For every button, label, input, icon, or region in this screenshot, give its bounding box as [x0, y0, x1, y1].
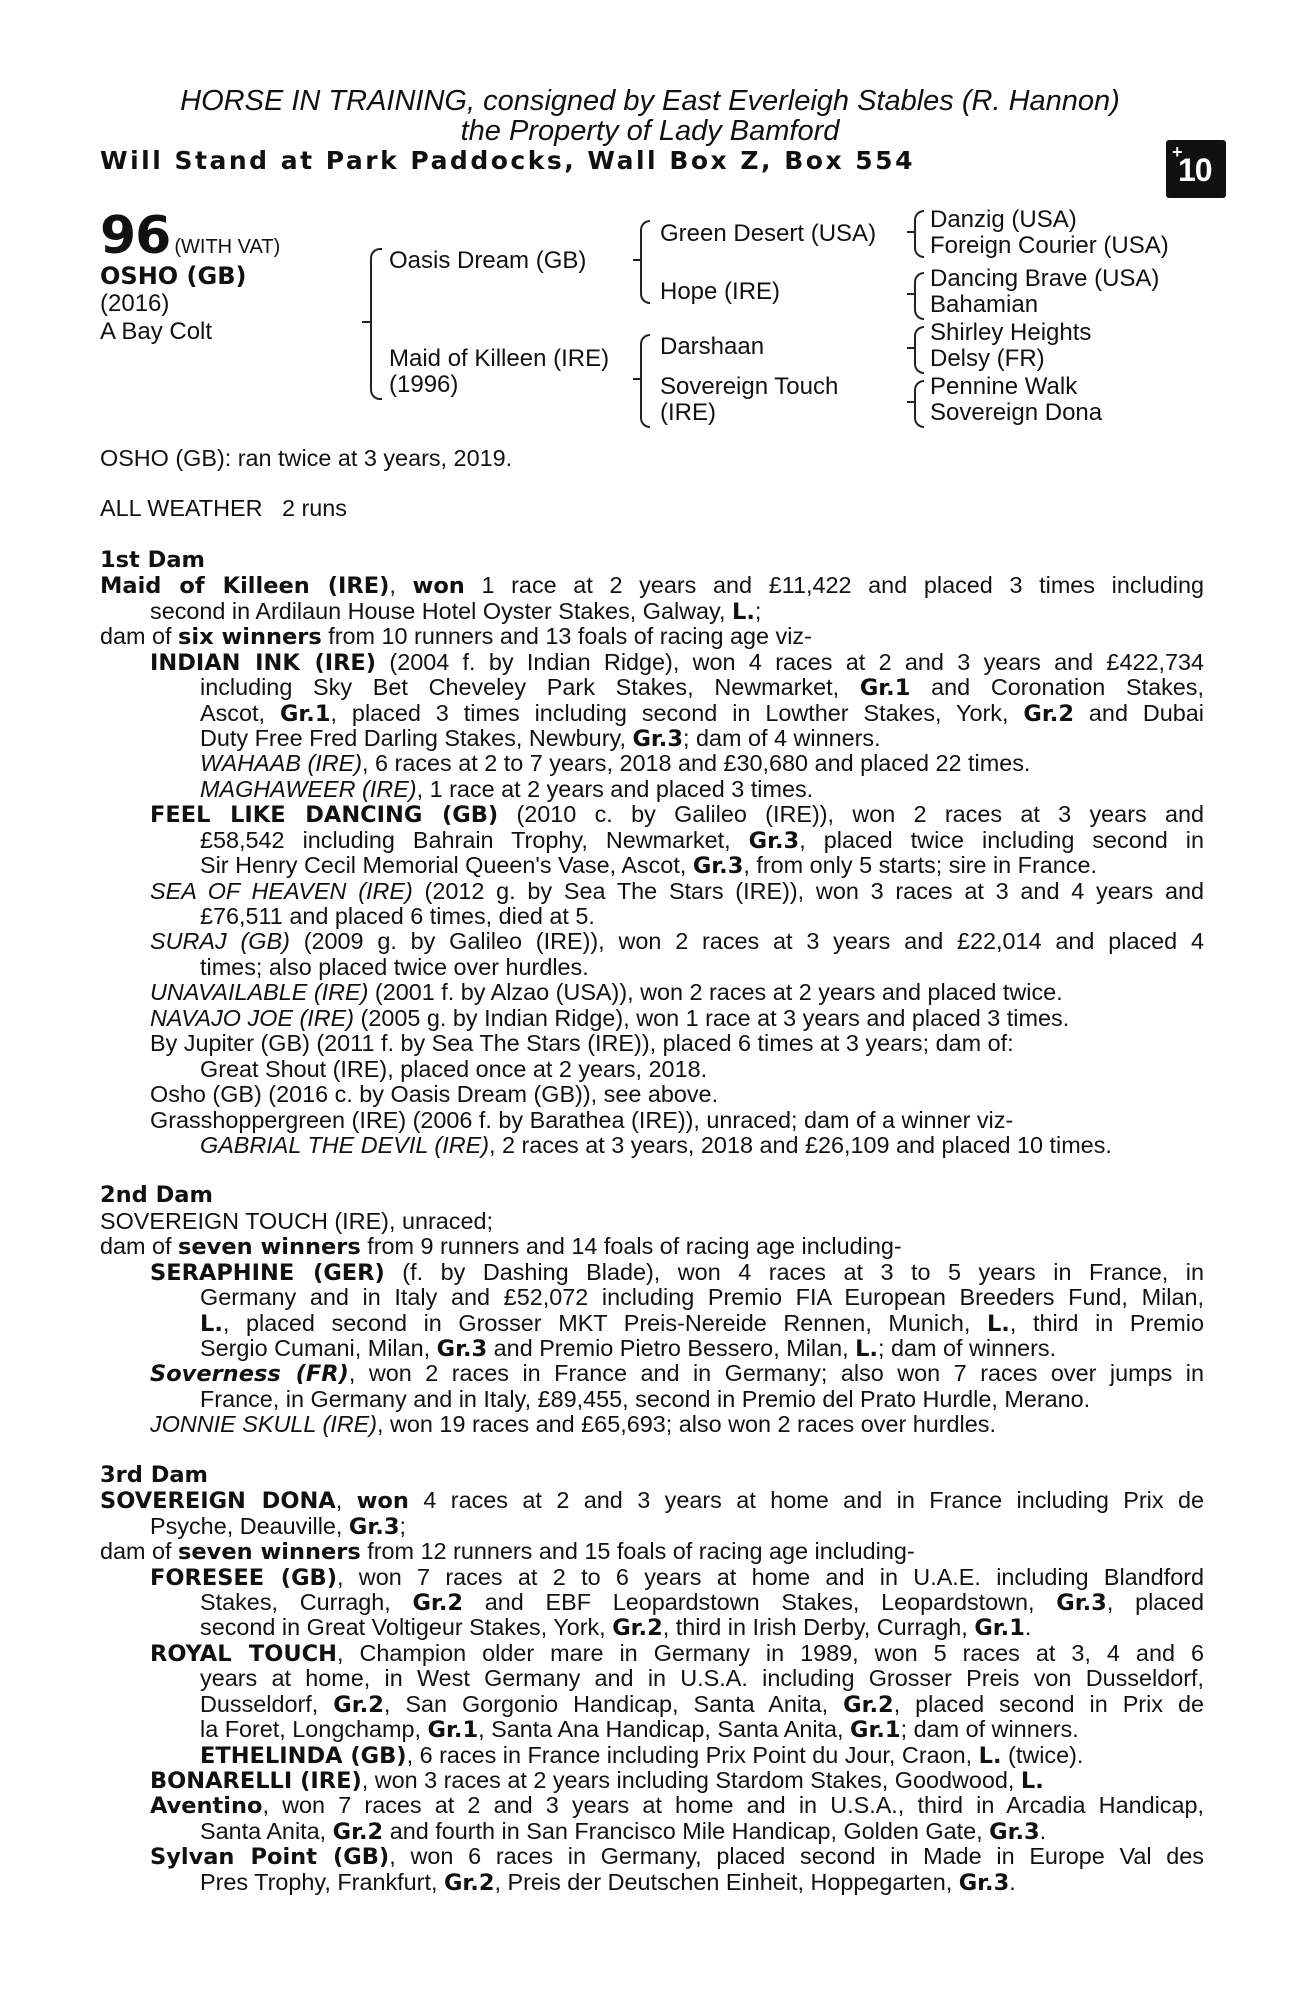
pedigree-bracket-tip [907, 401, 915, 403]
pedigree-bracket [640, 334, 650, 428]
progeny-line [100, 1133, 1204, 1158]
text-run: second in Great Voltigeur Stakes, York, [200, 1614, 613, 1641]
text-run: , placed twice including second in [799, 827, 1204, 853]
progeny-line [100, 879, 1204, 904]
pedigree-bracket [370, 248, 382, 400]
progeny-line: Grasshoppergreen (IRE) (2006 f. by Barathea (IRE)), unraced; dam of a winner viz- [150, 1106, 1014, 1133]
progeny-name: INDIAN INK (IRE) [150, 649, 377, 676]
progeny-line [100, 1336, 1204, 1361]
progeny-name: JONNIE SKULL (IRE) [150, 1411, 378, 1438]
progeny-line: Great Shout (IRE), placed once at 2 years, 2018. [200, 1055, 708, 1082]
won-label: won [412, 573, 465, 599]
text-run: ; dam of winners. [900, 1716, 1079, 1743]
progeny-name: UNAVAILABLE (IRE) [150, 979, 369, 1006]
horse-name: OSHO (GB) [100, 262, 247, 290]
progeny-line [100, 1844, 1204, 1869]
grade-label: Gr.2 [612, 1615, 663, 1642]
badge-number: 10 [1178, 152, 1212, 188]
text-run: and fourth in San Francisco Mile Handicap, Golden Gate, [383, 1817, 990, 1844]
pedigree-sdd: Bahamian [930, 291, 1039, 318]
text-run: (2004 f. by Indian Ridge), won 4 races at 2 and 3 years and £422,734 [376, 649, 1204, 675]
progeny-name: ETHELINDA (GB) [200, 1742, 407, 1769]
pedigree-dam-sire: Darshaan [660, 333, 765, 360]
text-run: including Sky Bet Cheveley Park Stakes, Newmarket, [200, 675, 860, 701]
text-run: , won 6 races in Germany, placed second in Made in Europe Val des [389, 1844, 1204, 1870]
text-run: , Santa Ana Handicap, Santa Anita, [478, 1716, 851, 1743]
progeny-line [100, 1006, 1204, 1031]
grade-label: Gr.2 [843, 1691, 894, 1718]
progeny-line [100, 1641, 1204, 1666]
pedigree-sss: Danzig (USA) [930, 206, 1077, 233]
progeny-line [100, 1692, 1204, 1717]
pedigree-bracket [914, 210, 924, 258]
text-run: , 6 races in France including Prix Point du Jour, Craon, [406, 1741, 979, 1768]
text-run: dam of [100, 1538, 179, 1565]
race-record: OSHO (GB): ran twice at 3 years, 2019. [100, 445, 513, 471]
pedigree-bracket-tip [362, 321, 370, 323]
property-line: the Property of Lady Bamford [460, 115, 840, 147]
pedigree-bracket [640, 220, 650, 304]
third-dam-line [100, 1514, 1204, 1539]
winners-count: seven winners [178, 1234, 361, 1261]
progeny-name: SERAPHINE (GER) [150, 1259, 385, 1286]
vat-note: (WITH VAT) [174, 236, 281, 258]
progeny-name: NAVAJO JOE (IRE) [150, 1004, 355, 1031]
grade-label: Gr.1 [279, 700, 331, 726]
horse-year: (2016) [100, 290, 170, 317]
all-weather-label: ALL WEATHER [100, 495, 263, 522]
text-run: , third in Premio [1009, 1310, 1204, 1336]
text-run: , won 19 races and £65,693; also won 2 races over hurdles. [377, 1411, 996, 1438]
grade-label: Gr.2 [1023, 700, 1074, 726]
progeny-line [100, 701, 1204, 726]
text-run: and Coronation Stakes, [910, 675, 1204, 701]
progeny-line: £76,511 and placed 6 times, died at 5. [200, 903, 595, 929]
text-run: . [1039, 1817, 1047, 1844]
progeny-line [100, 802, 1204, 827]
pedigree-dsd: Delsy (FR) [930, 345, 1045, 372]
progeny-name: GABRIAL THE DEVIL (IRE) [200, 1131, 490, 1158]
pedigree-bracket [914, 272, 924, 320]
progeny-name: SURAJ (GB) [150, 929, 290, 955]
pedigree-dds: Pennine Walk [930, 373, 1078, 400]
pedigree-ssd: Foreign Courier (USA) [930, 232, 1169, 259]
third-dam-produce-summary [100, 1539, 1204, 1564]
progeny-line [100, 980, 1204, 1005]
second-dam-line: SOVEREIGN TOUCH (IRE), unraced; [100, 1207, 493, 1234]
progeny-name: BONARELLI (IRE) [150, 1768, 362, 1794]
text-run: 4 races at 2 and 3 years at home and in France including Prix de [408, 1488, 1204, 1514]
text-run: and EBF Leopardstown Stakes, Leopardstown, [463, 1589, 1057, 1615]
third-dam-heading: 3rd Dam [100, 1461, 208, 1488]
winners-count: seven winners [178, 1539, 361, 1566]
text-run: la Foret, Longchamp, [200, 1716, 428, 1743]
grade-label: Gr.3 [692, 853, 744, 880]
first-dam-produce-summary [100, 624, 1204, 649]
progeny-line [100, 1717, 1204, 1742]
pedigree-sire: Oasis Dream (GB) [389, 247, 587, 274]
progeny-line [100, 1615, 1204, 1640]
text-run: and Premio Pietro Bessero, Milan, [487, 1335, 856, 1361]
progeny-line [100, 1565, 1204, 1590]
progeny-name: FEEL LIKE DANCING (GB) [150, 802, 499, 828]
text-run: (f. by Dashing Blade), won 4 races at 3 to 5 years in France, in [384, 1259, 1204, 1285]
pedigree-dam-dam-origin: (IRE) [660, 399, 716, 426]
grade-label: Gr.3 [989, 1818, 1040, 1845]
text-run: . [1009, 1868, 1016, 1895]
third-dam-name: SOVEREIGN DONA [100, 1488, 336, 1514]
pedigree-dam-year: (1996) [389, 371, 459, 398]
progeny-line [100, 1311, 1204, 1336]
progeny-name: Soverness (FR) [150, 1361, 349, 1387]
text-run: (2012 g. by Sea The Stars (IRE)), won 3 races at 3 and 4 years and [412, 878, 1204, 904]
all-weather-record [100, 496, 1204, 521]
grade-label: Gr.3 [958, 1869, 1010, 1896]
pedigree-ddd: Sovereign Dona [930, 399, 1103, 426]
progeny-line [100, 1412, 1204, 1437]
pedigree-bracket-tip [907, 231, 915, 233]
third-dam-line: SOVEREIGN DONA, won 4 races at 2 and 3 years at home and in France including Prix de [100, 1488, 1204, 1514]
pedigree-bracket [914, 380, 924, 428]
all-weather-runs: 2 runs [281, 495, 347, 522]
progeny-line [100, 929, 1204, 954]
text-run: , placed second in Grosser MKT Preis-Nereide Rennen, Munich, [222, 1310, 987, 1336]
grade-label: L. [855, 1336, 878, 1362]
text-run: ; [754, 597, 762, 624]
grade-label: L. [200, 1310, 223, 1336]
progeny-line [100, 1793, 1204, 1818]
text-run: , Champion older mare in Germany in 1989, won 5 races at 3, 4 and 6 [336, 1640, 1204, 1666]
grade-label: Gr.3 [748, 827, 800, 854]
progeny-line [100, 777, 1204, 802]
lot-heading [100, 206, 280, 266]
progeny-name: Aventino [150, 1793, 263, 1819]
second-dam-heading: 2nd Dam [100, 1182, 213, 1209]
text-run: , placed [1106, 1589, 1204, 1615]
first-dam-heading: 1st Dam [100, 546, 205, 573]
winners-count: six winners [178, 624, 322, 651]
text-run: , won 2 races in France and in Germany; also won 7 races over jumps in [348, 1361, 1204, 1387]
text-run: £58,542 including Bahrain Trophy, Newmarket, [200, 827, 749, 853]
text-run: dam of [100, 1233, 179, 1260]
consignor-line: HORSE IN TRAINING, consigned by East Everleigh Stables (R. Hannon) [180, 85, 1120, 117]
grade-label: Gr.3 [632, 725, 684, 752]
first-dam-name: Maid of Killeen (IRE) [100, 573, 390, 599]
grade-label: Gr.2 [412, 1589, 464, 1616]
pedigree-bracket-tip [907, 347, 915, 349]
text-run: , placed second in Prix de [893, 1691, 1204, 1717]
grade-label: Gr.3 [348, 1513, 400, 1540]
text-run: , 2 races at 3 years, 2018 and £26,109 and placed 10 times. [489, 1131, 1112, 1158]
text-run: (2005 g. by Indian Ridge), won 1 race at 3 years and placed 3 times. [354, 1004, 1070, 1031]
grade-label: Gr.1 [427, 1717, 479, 1744]
progeny-line [100, 1768, 1204, 1793]
text-run: ; [399, 1512, 406, 1539]
text-run: from 10 runners and 13 foals of racing age viz- [321, 623, 812, 650]
text-run: Duty Free Fred Darling Stakes, Newbury, [200, 724, 633, 751]
text-run: ; dam of 4 winners. [683, 724, 881, 751]
progeny-line: Germany and in Italy and £52,072 including Premio FIA European Breeders Fund, Milan, [200, 1285, 1204, 1311]
progeny-line: times; also placed twice over hurdles. [200, 953, 589, 980]
horse-description: A Bay Colt [100, 318, 213, 345]
first-dam-line [100, 599, 1204, 624]
progeny-name: Sylvan Point (GB) [150, 1844, 390, 1870]
grade-label: Gr.1 [850, 1717, 901, 1744]
grade-label: L. [978, 1742, 1002, 1769]
text-run: Santa Anita, [200, 1817, 333, 1844]
text-run: dam of [100, 623, 179, 650]
progeny-name: ROYAL TOUCH [150, 1640, 337, 1667]
pedigree-bracket [914, 326, 924, 374]
progeny-line [100, 726, 1204, 751]
text-run: , San Gorgonio Handicap, Santa Anita, [383, 1691, 844, 1717]
stand-location: Will Stand at Park Paddocks, Wall Box Z, Box 554 [100, 146, 915, 175]
text-run: second in Ardilaun House Hotel Oyster Stakes, Galway, [150, 597, 733, 624]
text-run: (2010 c. by Galileo (IRE)), won 2 races at 3 years and [498, 802, 1204, 828]
badge-plus: + [1172, 142, 1183, 162]
progeny-line: By Jupiter (GB) (2011 f. by Sea The Stars (IRE)), placed 6 times at 3 years; dam of: [150, 1030, 1014, 1057]
pedigree-dam: Maid of Killeen (IRE) [389, 345, 610, 372]
text-run: 1 race at 2 years and £11,422 and placed 3 times including [464, 573, 1204, 599]
grade-label: L. [986, 1310, 1010, 1336]
grade-label: Gr.2 [443, 1869, 495, 1896]
text-run: Pres Trophy, Frankfurt, [200, 1868, 444, 1895]
text-run: (twice). [1001, 1741, 1084, 1768]
text-run: , from only 5 starts; sire in France. [743, 852, 1097, 879]
won-label: won [356, 1488, 409, 1514]
second-dam-produce-summary [100, 1234, 1204, 1259]
text-run: (2009 g. by Galileo (IRE)), won 2 races at 3 years and £22,014 and placed 4 [289, 929, 1204, 955]
grade-label: Gr.1 [859, 675, 911, 701]
progeny-name: MAGHAWEER (IRE) [200, 775, 417, 802]
lot-badge [1166, 140, 1226, 198]
text-run: , won 3 races at 2 years including Stardom Stakes, Goodwood, [361, 1767, 1021, 1793]
text-run: , Preis der Deutschen Einheit, Hoppegarten, [494, 1868, 959, 1895]
progeny-line [100, 1819, 1204, 1844]
progeny-name: FORESEE (GB) [150, 1564, 337, 1590]
text-run: , third in Irish Derby, Curragh, [662, 1614, 975, 1641]
text-run: , won 7 races at 2 and 3 years at home and in U.S.A., third in Arcadia Handicap, [262, 1793, 1204, 1819]
progeny-line: Osho (GB) (2016 c. by Oasis Dream (GB)), see above. [150, 1081, 719, 1108]
pedigree-bracket-tip [633, 259, 641, 261]
grade-label: Gr.3 [436, 1336, 488, 1362]
grade-label: Gr.2 [332, 1818, 384, 1845]
progeny-line [100, 853, 1204, 878]
progeny-name: WAHAAB (IRE) [200, 750, 363, 777]
text-run: ; dam of winners. [877, 1335, 1057, 1361]
pedigree-bracket-tip [907, 293, 915, 295]
grade-label: Gr.1 [974, 1615, 1025, 1642]
text-run: Ascot, [200, 700, 280, 726]
text-run: from 12 runners and 15 foals of racing age including- [360, 1538, 915, 1565]
text-run: . [1024, 1614, 1032, 1641]
text-run: (2001 f. by Alzao (USA)), won 2 races at 2 years and placed twice. [368, 979, 1063, 1006]
text-run: , 1 race at 2 years and placed 3 times. [416, 775, 814, 802]
first-dam-line: Maid of Killeen (IRE), won 1 race at 2 years and £11,422 and placed 3 times including [100, 573, 1204, 599]
text-run: Sergio Cumani, Milan, [200, 1335, 437, 1361]
text-run: Psyche, Deauville, [150, 1512, 349, 1539]
pedigree-dss: Shirley Heights [930, 319, 1092, 346]
grade-label: Gr.3 [1056, 1589, 1107, 1616]
catalogue-text [100, 446, 1204, 1895]
text-run: , won 7 races at 2 to 6 years at home and in U.A.E. including Blandford [336, 1564, 1204, 1590]
progeny-line [100, 650, 1204, 675]
progeny-line: years at home, in West Germany and in U.S.A. including Grosser Preis von Dusseldorf, [200, 1666, 1204, 1692]
text-run: from 9 runners and 14 foals of racing age including- [360, 1233, 902, 1260]
progeny-line [100, 1743, 1204, 1768]
grade-label: Gr.2 [333, 1691, 384, 1718]
progeny-line [100, 751, 1204, 776]
progeny-line [100, 828, 1204, 853]
progeny-line [100, 1590, 1204, 1615]
progeny-line [100, 1870, 1204, 1895]
progeny-line: France, in Germany and in Italy, £89,455, second in Premio del Prato Hurdle, Merano. [200, 1385, 1091, 1412]
progeny-name: SEA OF HEAVEN (IRE) [150, 878, 413, 904]
text-run: Stakes, Curragh, [200, 1589, 413, 1615]
text-run: , placed 3 times including second in Lowther Stakes, York, [330, 700, 1024, 726]
pedigree-bracket-tip [633, 378, 641, 380]
text-run: Sir Henry Cecil Memorial Queen's Vase, Ascot, [200, 852, 693, 879]
pedigree-sire-sire: Green Desert (USA) [660, 220, 877, 247]
pedigree-sire-dam: Hope (IRE) [660, 278, 781, 305]
grade-label: L. [1020, 1768, 1044, 1794]
pedigree-dam-dam: Sovereign Touch [660, 373, 839, 400]
progeny-line [100, 675, 1204, 700]
progeny-line [100, 1260, 1204, 1285]
progeny-line [100, 1361, 1204, 1386]
text-run: , 6 races at 2 to 7 years, 2018 and £30,680 and placed 22 times. [362, 750, 1031, 777]
text-run: and Dubai [1073, 700, 1204, 726]
lot-number: 96 [100, 206, 171, 266]
text-run: Dusseldorf, [200, 1691, 334, 1717]
pedigree-sds: Dancing Brave (USA) [930, 265, 1160, 292]
grade-label: L. [732, 598, 755, 625]
